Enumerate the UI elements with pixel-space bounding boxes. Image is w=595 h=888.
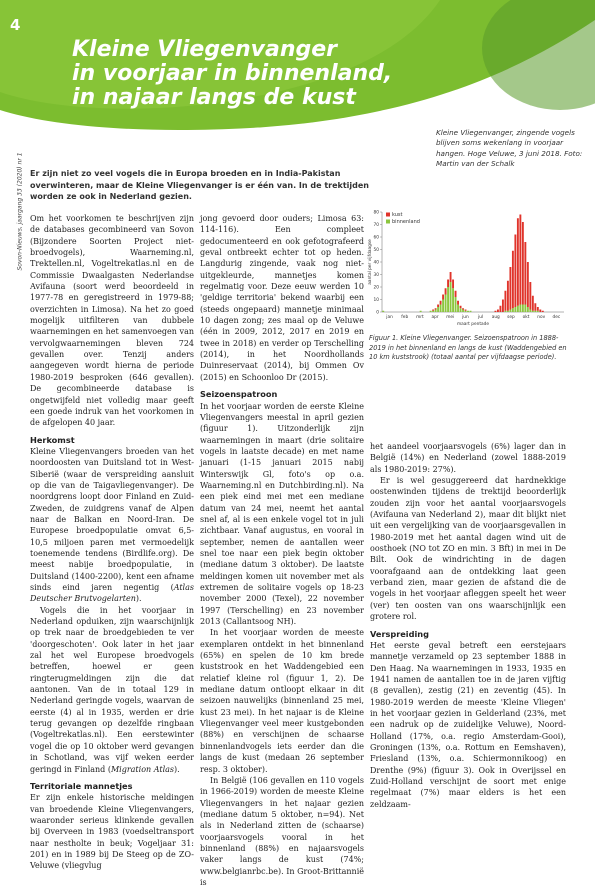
bar-binnenland xyxy=(512,308,514,312)
x-tick-label: nov xyxy=(537,315,546,320)
bar-binnenland xyxy=(517,306,519,312)
bar-binnenland xyxy=(534,311,536,312)
paragraph: Vogels die in het voorjaar in Nederland opduiken, zijn waarschijnlijk op trek naar de broedgebieden te ver 'doorgeschoten'. Ook later in het jaar zal het wel Europese broedvogels betreffen, hoewel er geen ringterugmeldingen zijn die dat aantonen. Van de in totaal 129 in Nederland geringde vogels, waarvan de eerste (4) al in 1935, werden er drie terug gevangen op dezelfde ringbaan (Vogeltrekatlas.nl). Een eerstewinter vogel die op 10 oktober werd gevangen in Schotland, was vijf weken eerder geringd in Finland (Migration Atlas). xyxy=(30,605,194,774)
x-tick-label: mei xyxy=(446,315,455,320)
x-axis-label: maart pentade xyxy=(456,322,490,327)
paragraph: In het voorjaar worden de meeste exemplaren ontdekt in het binnenland (65%) en spelen de 10 km brede kuststrook en het Waddengebied een relatief kleine rol (figuur 1, 2). De mediane datum ontloopt elkaar in dit seizoen nauwelijks (binnenland 25 mei, kust 23 mei). In het najaar is de Kleine Vliegenvanger veel meer kustgebonden (88%) en verschijnen de schaarse binnenlandvogels iets eerder dan die langs de kust (medaan 26 september resp. 3 oktober). xyxy=(200,628,364,774)
x-tick-label: jun xyxy=(462,315,469,320)
legend-label: binnenland xyxy=(392,219,420,225)
bar-binnenland xyxy=(420,311,422,312)
bar-binnenland xyxy=(514,307,516,312)
y-tick-label: 50 xyxy=(373,248,379,253)
bar-binnenland xyxy=(432,311,434,312)
x-tick-label: jan xyxy=(386,315,393,320)
section-heading: Seizoenspatroon xyxy=(200,389,278,400)
intro-paragraph: Er zijn niet zo veel vogels die in Europa broeden en in India-Pakistan overwinteren, maar de Kleine Vliegenvanger is er één van. In de trektijden worden ze ook in Nederland gezien. xyxy=(30,169,369,201)
figure-caption: Figuur 1. Kleine Vliegenvanger. Seizoenspatroon in 1888-2019 in het binnenland en langs de kust (Waddengebied en 10 km kuststrook) (totaal aantal per vijfdaagse periode). xyxy=(369,334,567,362)
x-tick-label: dec xyxy=(552,315,561,320)
x-tick-label: aug xyxy=(491,315,500,320)
paragraph: Het eerste geval betreft een eerstejaars mannetje verzameld op 23 september 1888 in Den Haag. Na waarnemingen in 1933, 1935 en 1941 namen de aantallen toe in de jaren vijftig (8 gevallen), zestig (21) en zeventig (45). In 1980-2019 werden de meeste 'Kleine Vliegen' in het voorjaar gezien in Gelderland (23%, met een nadruk op de zuidelijke Veluwe), Noord-Holland (17%, o.a. regio Amsterdam-Gooi), Groningen (13%, o.a. Rottum en Eemshaven), Friesland (13%, o.a. Schiermonnikoog) en Drenthe (9%) (figuur 3). Ook in Overijssel en Zuid-Holland verschijnt de soort met enige regelmaat (7%) maar elders is het een zeldzaam- xyxy=(370,640,566,809)
bar-kust xyxy=(499,306,501,312)
bar-binnenland xyxy=(435,310,437,313)
text-column-2 xyxy=(200,213,364,888)
y-tick-label: 30 xyxy=(373,273,379,278)
legend-label: kust xyxy=(392,212,403,218)
bar-kust xyxy=(512,251,514,309)
paragraph: Kleine Vliegenvangers broeden van het noordoosten van Duitsland tot in West-Siberië (waar de verspreiding aansluit op die van de Taigavliegenvanger). De noordgrens loopt door Finland en Zuid-Zweden, de zuidgrens vanaf de Alpen naar de Balkan en Noord-Iran. De Europese broedpopulatie omvat 6,5-10,5 miljoen paren met vermoedelijk toenemende tendens (Birdlife.org). De meest nabije broedpopulatie, in Duitsland (1400-2200), kent een afname sinds eind jaren negentig (Atlas Deutscher Brutvogelarten). xyxy=(30,446,194,604)
bar-kust xyxy=(542,311,544,312)
x-tick-label: mrt xyxy=(416,315,424,320)
bar-kust xyxy=(504,291,506,311)
bar-kust xyxy=(539,310,541,313)
bar-kust xyxy=(440,301,442,305)
bar-binnenland xyxy=(455,297,457,312)
bar-kust xyxy=(502,300,504,313)
bar-binnenland xyxy=(465,311,467,312)
y-tick-label: 20 xyxy=(373,285,379,291)
bar-kust xyxy=(522,222,524,305)
title-line: in najaar langs de kust xyxy=(72,85,356,110)
bar-binnenland xyxy=(450,282,452,312)
y-tick-label: 60 xyxy=(373,235,379,241)
bar-binnenland xyxy=(524,305,526,313)
bar-binnenland xyxy=(447,287,449,312)
article-title xyxy=(72,38,402,110)
bar-binnenland xyxy=(452,288,454,312)
bar-binnenland xyxy=(504,311,506,312)
paragraph: Om het voorkomen te beschrijven zijn de databases gecombineerd van Sovon (Bijzondere Soorten Project niet-broedvogels), Waarneming.nl, Trektellen.nl, Vogeltrekatlas.nl en de Commissie Dwaalgasten Nederlandse Avifauna (soort werd beoordeeld in 1977-78 en geregistreerd in 1979-88; overzichten in Limosa). Na het zo goed mogelijk uitfilteren van dubbele waarnemingen en het samenvoegen van vervolgwaarnemingen bleven 724 gevallen over. Tenzij anders aangegeven wordt hierna de periode 1980-2019 besproken (646 gevallen). De gecombineerde database is ongetwijfeld niet volledig maar geeft een goede indruk van het voorkomen in de afgelopen 40 jaar. xyxy=(30,214,194,428)
bar-kust xyxy=(452,280,454,289)
title-line: Kleine Vliegenvanger xyxy=(72,37,338,62)
bar-kust xyxy=(445,288,447,294)
bar-binnenland xyxy=(430,311,432,312)
bar-binnenland xyxy=(529,310,531,313)
x-tick-label: feb xyxy=(401,315,409,320)
bar-kust xyxy=(517,218,519,306)
bar-kust xyxy=(460,306,462,309)
chart-svg xyxy=(366,204,571,329)
bar-kust xyxy=(437,305,439,308)
bar-binnenland xyxy=(522,305,524,313)
bar-kust xyxy=(497,310,499,313)
x-tick-label: apr xyxy=(431,315,439,320)
paragraph: jong gevoerd door ouders; Limosa 63: 114-116). Een compleet gedocumenteerd en ook gefotografeerd geval ontbreekt echter tot op heden. Langdurig zingende, vaak nog niet-uitgekleurde, mannetjes komen regelmatig voor. Deze eeuw werden 10 'geldige territoria' bekend waarbij een (steeds ongepaard) mannetje minimaal 10 dagen zong; zes maal op de Veluwe (één in 2009, 2012, 2017 en 2019 en twee in 2018) en verder op Terschelling (2014), in het Noordhollands Duinreservaat (2014), bij Ommen Ov (2015) en Schoonloo Dr (2015). xyxy=(200,214,364,382)
bar-binnenland xyxy=(509,310,511,313)
paragraph: het aandeel voorjaarsvogels (6%) lager dan in België (14%) en Nederland (zowel 1888-2019 als 1980-2019: 27%). xyxy=(370,442,566,474)
bar-binnenland xyxy=(462,310,464,313)
bar-kust xyxy=(524,242,526,305)
bar-binnenland xyxy=(470,311,472,312)
bar-binnenland xyxy=(507,311,509,312)
bar-binnenland xyxy=(532,311,534,312)
paragraph: Er is wel gesuggereerd dat hardnekkige oostenwinden tijdens de trektijd beoorderlijk zouden zijn voor het aantal voorjaarsvogels (Avifauna van Nederland 2), maar dit blijkt niet uit een vergelijking van de voorjaarsgevallen in 1980-2019 met het aantal dagen wind uit de oosthoek (NO tot ZO en min. 3 Bft) in mei in De Bilt. Ook de windrichting in de dagen voorafgaand aan de ontdekking laat geen verband zien, maar gezien de afstand die de vogels in het voorjaar afleggen speelt het weer (ver) ten oosten van ons waarschijnlijk een grotere rol. xyxy=(370,476,566,622)
bar-kust xyxy=(514,235,516,308)
x-tick-label: sep xyxy=(507,315,515,320)
bar-kust xyxy=(462,308,464,309)
y-tick-label: 40 xyxy=(373,260,379,266)
text-column-1 xyxy=(30,213,194,872)
bar-binnenland xyxy=(467,311,469,312)
legend-swatch xyxy=(386,220,390,224)
bar-kust xyxy=(455,291,457,297)
bar-binnenland xyxy=(537,311,539,312)
journal-side-text: Sovon-Nieuws, jaargang 33 (2020) nr 1 xyxy=(16,152,24,271)
bar-binnenland xyxy=(457,305,459,313)
legend-swatch xyxy=(386,213,390,217)
citation: Atlas Deutscher Brutvogelarten xyxy=(30,583,194,604)
text-column-3 xyxy=(370,441,566,810)
y-axis-label: aantal per vijfdaagse xyxy=(368,239,373,285)
citation: Migration Atlas xyxy=(110,764,175,774)
y-tick-label: 80 xyxy=(373,210,379,216)
bar-kust xyxy=(534,303,536,311)
paragraph: In België (106 gevallen en 110 vogels in 1966-2019) worden de meeste Kleine Vliegenvangers in het najaar gezien (mediane datum 5 oktober, n=94). Net als in Nederland zitten de (schaarse) voorjaarsvogels vooral in het binnenland (88%) en najaarsvogels vaker langs de kust (74%; www.belgianrbc.be). In Groot-Brittannië is xyxy=(200,775,364,887)
bar-kust xyxy=(509,267,511,310)
bar-kust xyxy=(465,310,467,311)
bar-kust xyxy=(442,295,444,300)
bar-binnenland xyxy=(437,307,439,312)
section-heading: Herkomst xyxy=(30,434,75,445)
paragraph: In het voorjaar worden de eerste Kleine Vliegenvangers meestal in april gezien (figuur 1). Uitzonderlijk zijn waarnemingen in maart (drie solitaire vogels in laatste decade) en met name januari (1-15 januari 2015 nabij Winterswijk Gl, foto's op o.a. Waarneming.nl en Dutchbirding.nl). Na een piek eind mei met een mediane datum van 24 mei, neemt het aantal snel af, al is een enkele vogel tot in juli zichtbaar. Vanaf augustus, en vooral in september, nemen de aantallen weer snel toe naar een piek begin oktober (mediane datum 3 oktober). De laatste meldingen komen uit november met als extremen de solitaire vogels op 18-23 november 2000 (Texel), 22 november 1997 (Terschelling) en 23 november 2013 (Callantsoog NH). xyxy=(200,401,364,627)
bar-kust xyxy=(457,301,459,305)
bar-kust xyxy=(532,296,534,311)
y-tick-label: 70 xyxy=(373,223,379,228)
bar-kust xyxy=(529,282,531,310)
x-tick-label: okt xyxy=(522,315,530,320)
figure-1-chart xyxy=(366,204,571,329)
y-tick-label: 0 xyxy=(376,310,379,316)
x-tick-label: jul xyxy=(478,315,484,320)
title-line: in voorjaar in binnenland, xyxy=(72,61,393,86)
bar-binnenland xyxy=(445,295,447,313)
bar-kust xyxy=(519,215,521,305)
bar-binnenland xyxy=(519,305,521,313)
bar-binnenland xyxy=(442,300,444,313)
bar-kust xyxy=(537,307,539,311)
bar-kust xyxy=(450,272,452,282)
photo-caption: Kleine Vliegenvanger, zingende vogels blijven soms wekenlang in voorjaar hangen. Hoge Veluwe, 3 juni 2018. Foto: Martin van der Schalk xyxy=(436,128,583,169)
section-heading: Territoriale mannetjes xyxy=(30,780,133,791)
bar-kust xyxy=(432,310,434,311)
bar-kust xyxy=(494,311,496,312)
journal-side-label xyxy=(5,150,24,280)
bar-binnenland xyxy=(440,305,442,313)
bar-binnenland xyxy=(382,311,384,312)
bar-kust xyxy=(435,308,437,309)
bar-kust xyxy=(527,262,529,307)
paragraph: Er zijn enkele historische meldingen van broedende Kleine Vliegenvangers, waaronder serieus klinkende gevallen bij Overveen in 1983 (voedseltransport naar nestholte in beuk; Vogeljaar 31: 201) en in 1989 bij De Steeg op de ZO-Veluwe (vliegvlug xyxy=(30,793,194,871)
bar-binnenland xyxy=(460,308,462,312)
bar-kust xyxy=(447,280,449,288)
page-number: 4 xyxy=(10,16,21,34)
bar-kust xyxy=(507,281,509,311)
section-heading: Verspreiding xyxy=(370,628,429,639)
y-tick-label: 10 xyxy=(373,298,379,303)
bar-binnenland xyxy=(527,307,529,312)
